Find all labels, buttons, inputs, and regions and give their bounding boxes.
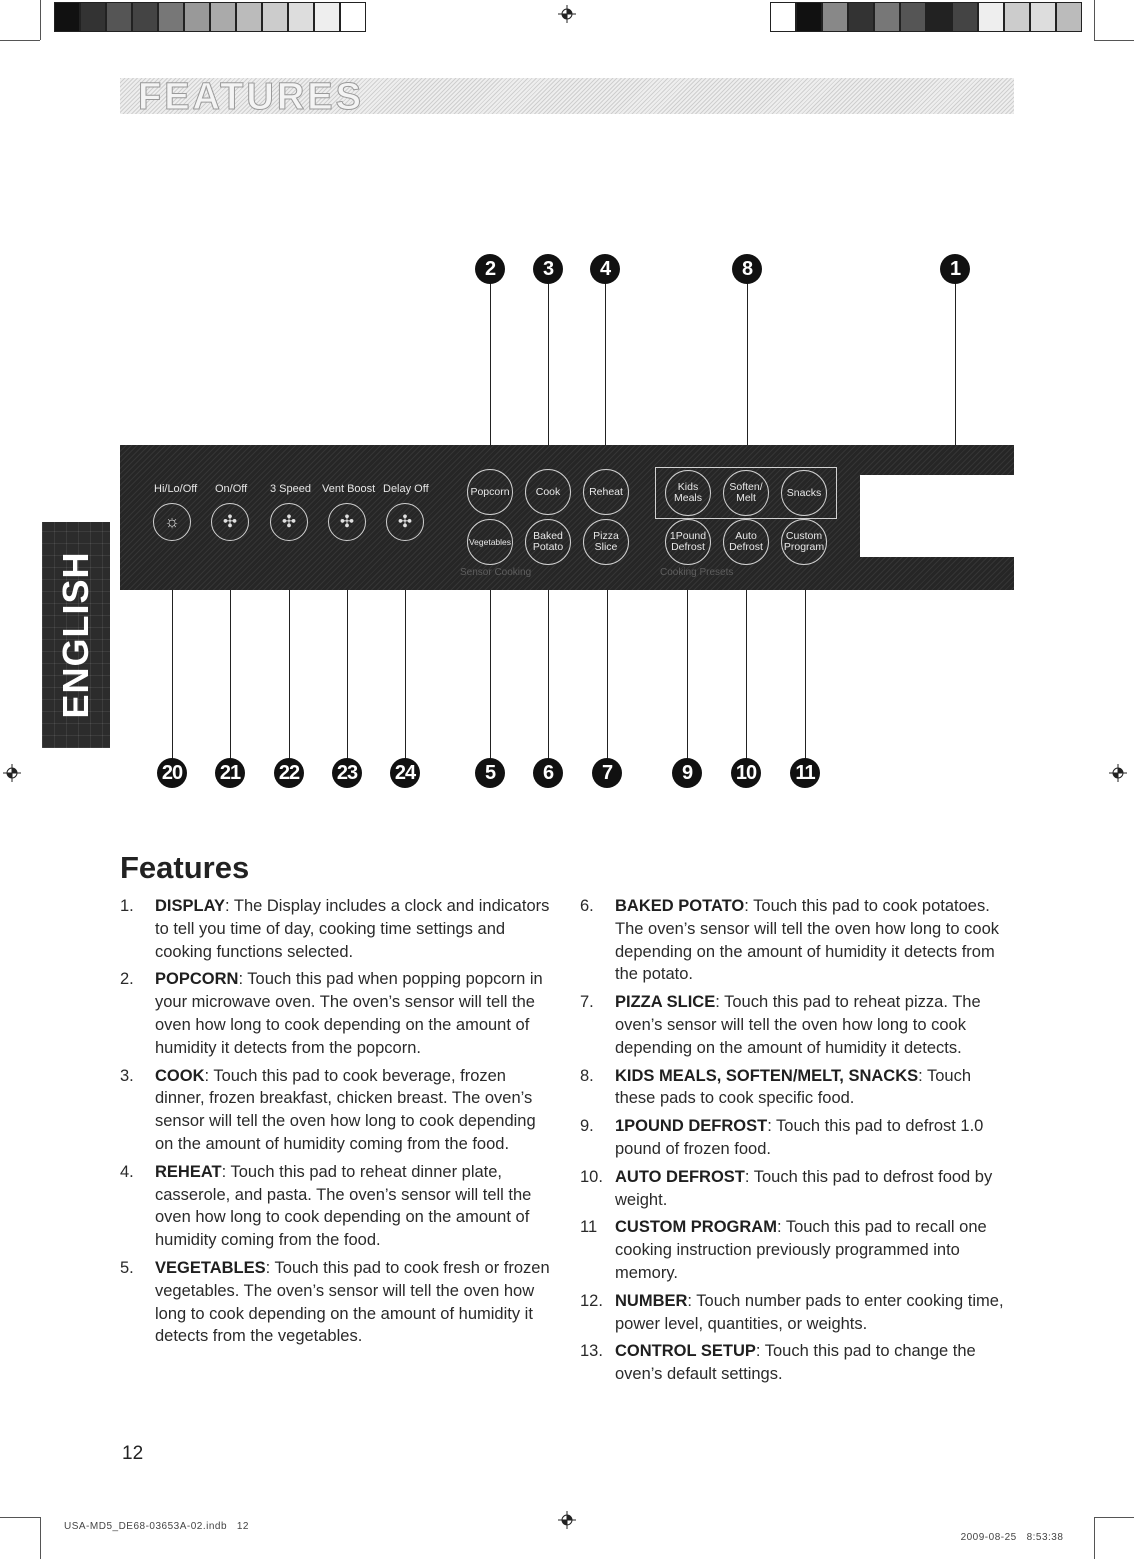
feature-item — [580, 895, 1010, 986]
feature-name: VEGETABLES — [155, 1258, 266, 1277]
feature-description: : Touch this pad to recall one cooking instruction previously programmed into memory. — [615, 1218, 987, 1282]
feature-description: : Touch this pad to cook beverage, frozen dinner, frozen breakfast, chicken breast. The oven’s sensor will tell the oven how long to cook depending on the amount of humidity coming from the food. — [155, 1066, 536, 1153]
feature-item — [580, 1065, 1010, 1111]
feature-name: COOK — [155, 1066, 205, 1085]
feature-number: 13. — [580, 1342, 603, 1361]
crop-mark — [1094, 0, 1095, 40]
1pound-defrost-label: 1Pound Defrost — [669, 530, 707, 553]
feature-number: 9. — [580, 1117, 594, 1136]
registration-strip-right — [770, 2, 1082, 32]
feature-description: : Touch these pads to cook specific food. — [615, 1066, 972, 1108]
crop-mark — [40, 0, 41, 40]
callout-3: 3 — [533, 254, 563, 284]
feature-number: 10. — [580, 1167, 603, 1186]
pizza-slice-button[interactable] — [583, 519, 629, 565]
feature-description: : Touch this pad to defrost 1.0 pound of frozen food. — [615, 1117, 984, 1158]
feature-item — [580, 1216, 1010, 1284]
callout-23: 23 — [332, 758, 362, 788]
3-speed-label: 3 Speed — [270, 483, 311, 495]
baked-potato-label: Baked Potato — [532, 530, 564, 553]
language-tab-label: ENGLISH — [55, 551, 96, 719]
crop-mark — [40, 1517, 41, 1559]
delay-off-button[interactable] — [386, 503, 424, 541]
feature-item — [120, 968, 550, 1059]
feature-description: : Touch this pad when popping popcorn in your microwave oven. The oven’s sensor will tell the oven how long to cook depending on the amount of humidity it detects from the popcorn. — [155, 970, 543, 1057]
auto-defrost-label: Auto Defrost — [729, 530, 763, 553]
feature-description: : Touch this pad to change the oven’s default settings. — [615, 1342, 976, 1384]
callout-leader — [747, 283, 748, 468]
feature-number: 1. — [120, 897, 134, 915]
footer-timestamp — [954, 1521, 1063, 1543]
feature-name: PIZZA SLICE — [615, 993, 716, 1012]
feature-item — [120, 1065, 550, 1156]
feature-description: : Touch this pad to reheat dinner plate, casserole, and pasta. The oven’s sensor will tell the oven how long to cook depending on the amount of humidity coming from the food. — [155, 1162, 532, 1250]
fan-on-off-button[interactable] — [211, 503, 249, 541]
feature-description: : Touch this pad to cook fresh or frozen vegetables. The oven’s sensor will tell the oven how long to cook depending on the amount of humidity it detects from the vegetables. — [155, 1258, 550, 1346]
light-bulb-icon: ☼ — [164, 512, 180, 531]
callout-20: 20 — [157, 758, 187, 788]
callout-22: 22 — [274, 758, 304, 788]
crop-mark — [0, 40, 40, 41]
snacks-label: Snacks — [786, 486, 822, 499]
registration-strip-left — [54, 2, 366, 32]
features-heading: Features — [120, 850, 250, 885]
custom-program-button[interactable] — [781, 519, 827, 565]
cook-label: Cook — [535, 485, 561, 498]
on-off-label: On/Off — [215, 483, 248, 495]
callout-2: 2 — [475, 254, 505, 284]
1pound-defrost-button[interactable] — [665, 519, 711, 565]
feature-name: DISPLAY — [155, 897, 225, 915]
feature-number: 6. — [580, 897, 594, 915]
feature-item — [120, 1257, 550, 1348]
kids-meals-label: Kids Meals — [673, 481, 702, 504]
callout-5: 5 — [475, 758, 505, 788]
feature-name: BAKED POTATO — [615, 897, 745, 915]
feature-number: 8. — [580, 1066, 594, 1085]
reheat-button[interactable] — [583, 469, 629, 515]
vent-boost-label: Vent Boost — [322, 483, 376, 495]
features-list-right — [580, 895, 1010, 1391]
callout-7: 7 — [592, 758, 622, 788]
feature-description: : Touch this pad to cook potatoes. The oven’s sensor will tell the oven how long to cook depending on the amount of humidity it detects from the potato. — [615, 897, 999, 984]
feature-name: CUSTOM PROGRAM — [615, 1218, 777, 1237]
crop-mark — [1094, 1517, 1095, 1559]
feature-number: 4. — [120, 1162, 134, 1181]
kids-meals-button[interactable] — [665, 470, 711, 516]
soften-melt-label: Soften/ Melt — [729, 481, 763, 504]
footer-time: 8:53:38 — [1026, 1532, 1064, 1543]
footer-file-name: USA-MD5_DE68-03653A-02.indb 12 — [64, 1521, 249, 1532]
fan-3-speed-button[interactable] — [270, 503, 308, 541]
feature-description: : The Display includes a clock and indicators to tell you time of day, cooking time settings and cooking functions selected. — [155, 897, 550, 961]
callout-leader — [746, 560, 747, 760]
footer-date: 2009-08-25 — [960, 1532, 1017, 1543]
reheat-label: Reheat — [589, 485, 623, 498]
callout-9: 9 — [672, 758, 702, 788]
cook-button[interactable] — [525, 469, 571, 515]
feature-number: 3. — [120, 1066, 134, 1085]
feature-name: POPCORN — [155, 970, 239, 989]
light-hi-lo-off-button[interactable] — [153, 503, 191, 541]
feature-item — [580, 1290, 1010, 1336]
feature-item — [120, 895, 550, 963]
feature-name: CONTROL SETUP — [615, 1342, 756, 1361]
feature-item — [580, 1340, 1010, 1386]
feature-item — [580, 1166, 1010, 1212]
callout-21: 21 — [215, 758, 245, 788]
callout-leader — [687, 560, 688, 760]
crop-mark — [1094, 40, 1134, 41]
crop-mark — [0, 1517, 40, 1518]
vent-boost-button[interactable] — [328, 503, 366, 541]
snacks-button[interactable] — [781, 470, 827, 516]
feature-description: : Touch this pad to reheat pizza. The oven’s sensor will tell the oven how long to cook depending on the amount of humidity it detects. — [615, 993, 981, 1057]
pizza-slice-label: Pizza Slice — [593, 530, 619, 553]
banner-title: FEATURES — [138, 76, 364, 118]
vegetables-button[interactable] — [467, 519, 513, 565]
feature-item — [120, 1161, 550, 1252]
fan-icon: ✣ — [339, 512, 355, 531]
callout-11: 11 — [790, 758, 820, 788]
callout-leader — [607, 560, 608, 760]
registration-mark-icon — [1108, 763, 1128, 783]
popcorn-button[interactable] — [467, 469, 513, 515]
crop-mark — [1094, 1517, 1134, 1518]
feature-number: 11 — [580, 1218, 598, 1237]
feature-item — [580, 1115, 1010, 1161]
baked-potato-button[interactable] — [525, 519, 571, 565]
callout-10: 10 — [731, 758, 761, 788]
registration-mark-icon — [557, 1510, 577, 1530]
popcorn-label: Popcorn — [470, 485, 510, 498]
control-panel — [120, 445, 1014, 590]
callout-leader — [805, 560, 806, 760]
callout-6: 6 — [533, 758, 563, 788]
feature-name: NUMBER — [615, 1291, 688, 1310]
delay-off-label: Delay Off — [383, 483, 429, 495]
feature-description: : Touch this pad to defrost food by weight. — [615, 1167, 993, 1209]
feature-description: : Touch number pads to enter cooking time, power level, quantities, or weights. — [615, 1291, 1004, 1333]
auto-defrost-button[interactable] — [723, 519, 769, 565]
soften-melt-button[interactable] — [723, 470, 769, 516]
callout-leader — [548, 560, 549, 760]
cooking-presets-caption: Cooking Presets — [660, 567, 734, 578]
callout-leader — [490, 560, 491, 760]
fan-icon: ✣ — [397, 512, 413, 531]
registration-mark-icon — [2, 763, 22, 783]
sensor-cooking-caption: Sensor Cooking — [460, 567, 532, 578]
feature-name: REHEAT — [155, 1162, 222, 1181]
feature-number: 5. — [120, 1258, 134, 1277]
feature-name: 1POUND DEFROST — [615, 1117, 768, 1136]
page-number: 12 — [122, 1443, 144, 1464]
language-tab — [42, 522, 110, 748]
fan-icon: ✣ — [281, 512, 297, 531]
registration-mark-icon — [557, 4, 577, 24]
feature-number: 12. — [580, 1291, 603, 1310]
feature-name: AUTO DEFROST — [615, 1167, 745, 1186]
feature-item — [580, 991, 1010, 1059]
features-list-left — [120, 895, 550, 1353]
vegetables-label: Vegetables — [468, 536, 512, 547]
feature-number: 7. — [580, 993, 594, 1012]
title-banner — [120, 76, 1014, 118]
hi-lo-off-label: Hi/Lo/Off — [154, 483, 198, 495]
callout-1: 1 — [940, 254, 970, 284]
fan-icon: ✣ — [222, 512, 238, 531]
callout-24: 24 — [390, 758, 420, 788]
feature-number: 2. — [120, 970, 134, 989]
custom-program-label: Custom Program — [783, 530, 825, 553]
display-window — [860, 475, 1014, 557]
feature-name: KIDS MEALS, SOFTEN/MELT, SNACKS — [615, 1066, 919, 1085]
callout-4: 4 — [590, 254, 620, 284]
callout-8: 8 — [732, 254, 762, 284]
